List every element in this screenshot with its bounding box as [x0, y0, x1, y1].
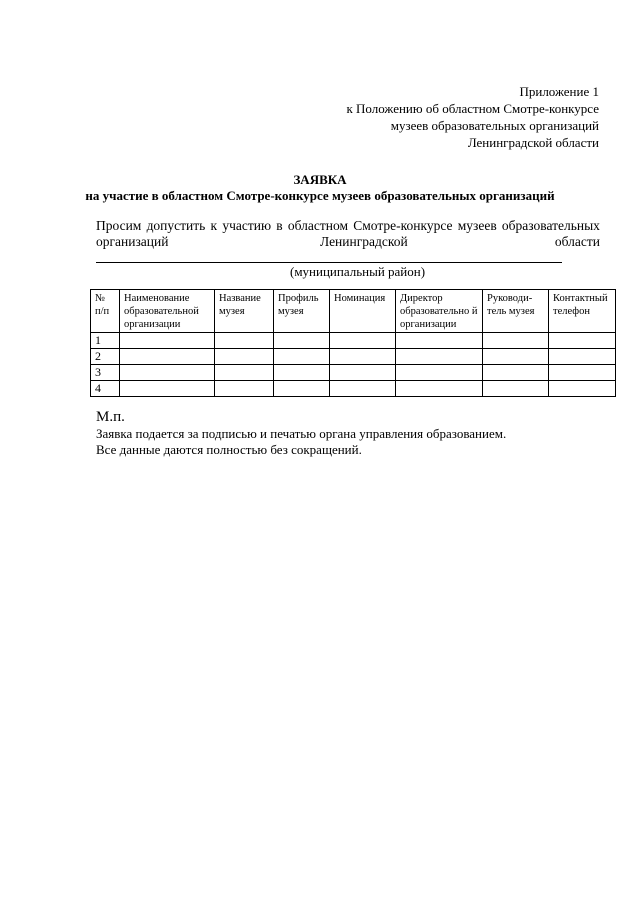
- table-cell: [120, 333, 215, 349]
- appendix-region: Ленинградской области: [467, 135, 599, 150]
- request-paragraph: [96, 218, 600, 250]
- table-cell: 4: [91, 381, 120, 397]
- request-word: областном: [287, 218, 348, 233]
- table-cell: [215, 365, 274, 381]
- table-row: [91, 381, 616, 397]
- table-cell: [330, 333, 396, 349]
- table-cell: [274, 381, 330, 397]
- table-cell: [330, 365, 396, 381]
- table-row: [91, 365, 616, 381]
- request-word: музеев: [457, 218, 497, 233]
- table-row: [91, 349, 616, 365]
- header-museum-head: Руководи-тель музея: [483, 290, 549, 333]
- footer-note-signature: Заявка подается за подписью и печатью органа управления образованием.: [96, 426, 507, 441]
- table-cell: [274, 333, 330, 349]
- table-cell: [483, 365, 549, 381]
- table-cell: [274, 349, 330, 365]
- request-word: к: [210, 218, 218, 233]
- table-cell: [215, 333, 274, 349]
- appendix-reference: к Положению об областном Смотре-конкурсе: [346, 101, 599, 116]
- title-heading: ЗАЯВКА: [293, 172, 347, 187]
- table-cell: [396, 333, 483, 349]
- table-cell: [330, 381, 396, 397]
- header-museum-name: Название музея: [215, 290, 274, 333]
- district-label: (муниципальный район): [290, 264, 426, 279]
- request-word: Просим: [96, 218, 142, 233]
- header-nomination: Номинация: [330, 290, 396, 333]
- stamp-placeholder: М.п.: [96, 409, 125, 425]
- request-word: допустить: [146, 218, 206, 233]
- footer-notes: [96, 408, 506, 458]
- appendix-reference-cont: музеев образовательных организаций: [390, 118, 599, 133]
- footer-note-complete: Все данные даются полностью без сокращений.: [96, 442, 362, 457]
- table-cell: [120, 365, 215, 381]
- table-cell: [396, 365, 483, 381]
- title-subheading: на участие в областном Смотре-конкурсе музеев образовательных организаций: [85, 188, 555, 203]
- table-cell: 1: [91, 333, 120, 349]
- table-cell: [215, 381, 274, 397]
- header-phone: Контактный телефон: [549, 290, 616, 333]
- table-cell: [396, 381, 483, 397]
- header-museum-profile: Профиль музея: [274, 290, 330, 333]
- table-cell: [274, 365, 330, 381]
- table-cell: [483, 381, 549, 397]
- table-cell: [549, 333, 616, 349]
- request-word: области: [554, 234, 600, 249]
- table-row: [91, 333, 616, 349]
- table-cell: [483, 349, 549, 365]
- request-word: организаций: [96, 234, 169, 249]
- fill-in-line: [96, 262, 562, 263]
- appendix-number: Приложение 1: [519, 84, 599, 99]
- table-cell: [549, 365, 616, 381]
- document-title: [0, 172, 640, 204]
- request-word: Ленинградской: [320, 234, 408, 249]
- header-organization: Наименование образовательной организации: [120, 290, 215, 333]
- request-word: Смотре-конкурсе: [353, 218, 453, 233]
- table-cell: [215, 349, 274, 365]
- application-table: [90, 289, 616, 397]
- appendix-block: [346, 83, 599, 151]
- table-cell: [120, 381, 215, 397]
- table-cell: [549, 349, 616, 365]
- table-header-row: [91, 290, 616, 333]
- request-word: в: [276, 218, 283, 233]
- request-line-2: [96, 234, 600, 250]
- request-line-1: [96, 218, 600, 234]
- header-number: № п/п: [91, 290, 120, 333]
- header-director: Директор образовательно й организации: [396, 290, 483, 333]
- table-cell: [120, 349, 215, 365]
- table-cell: [549, 381, 616, 397]
- table-cell: 2: [91, 349, 120, 365]
- request-word: участию: [222, 218, 272, 233]
- table-cell: [483, 333, 549, 349]
- table-cell: 3: [91, 365, 120, 381]
- table-cell: [330, 349, 396, 365]
- table-cell: [396, 349, 483, 365]
- request-word: образовательных: [501, 218, 600, 233]
